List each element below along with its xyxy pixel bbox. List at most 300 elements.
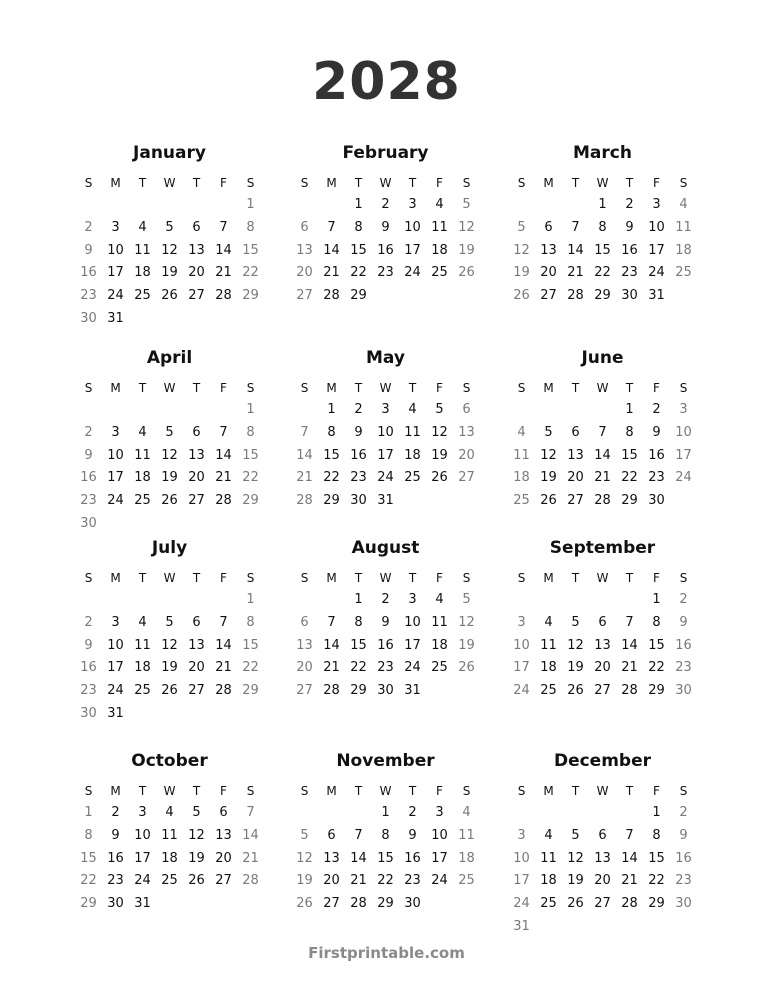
day-cell: 5 [517, 219, 526, 235]
day-cell: 13 [215, 827, 232, 843]
day-cell: 22 [242, 265, 259, 281]
day-cell: 28 [350, 896, 367, 912]
day-cell: 18 [431, 637, 448, 653]
weekday-label: T [138, 381, 147, 395]
day-cell: 4 [408, 402, 417, 417]
day-cell: 11 [458, 827, 475, 843]
day-cell: 24 [134, 873, 151, 889]
day-cell: 10 [513, 850, 530, 866]
day-cell: 24 [404, 660, 421, 676]
day-cell: 26 [567, 683, 584, 699]
day-cell: 22 [80, 873, 97, 889]
weekday-label: S [84, 381, 93, 395]
weekday-label: S [246, 381, 255, 395]
day-cell: 17 [648, 242, 665, 258]
day-cell: 21 [242, 850, 259, 866]
day-cell: 24 [377, 470, 394, 486]
weekday-label: T [408, 176, 417, 190]
day-cell: 30 [80, 706, 97, 721]
day-cell: 9 [652, 424, 661, 440]
day-cell: 14 [323, 637, 340, 653]
weekday-label: M [326, 381, 337, 395]
day-cell: 2 [652, 402, 661, 417]
weekday-label: M [326, 571, 337, 585]
day-cell: 3 [381, 402, 390, 417]
day-cell: 23 [621, 265, 638, 281]
day-cell: 14 [621, 637, 638, 653]
day-cell: 26 [567, 896, 584, 912]
day-cell: 28 [567, 288, 584, 304]
day-cell: 12 [458, 219, 475, 235]
month-title: July [151, 538, 188, 558]
day-cell: 10 [404, 219, 421, 235]
day-cell: 20 [296, 660, 313, 676]
day-cell: 6 [462, 402, 471, 417]
day-cell: 20 [567, 470, 584, 486]
day-cell: 12 [567, 850, 584, 866]
weekday-label: T [625, 176, 634, 190]
day-cell: 26 [296, 896, 313, 912]
day-cell: 15 [350, 242, 367, 258]
day-cell: 2 [625, 197, 634, 212]
weekday-label: F [436, 381, 443, 395]
day-cell: 27 [458, 470, 475, 486]
day-cell: 29 [242, 683, 259, 699]
day-cell: 17 [404, 242, 421, 258]
day-cell: 30 [80, 516, 97, 531]
day-cell: 7 [625, 614, 634, 630]
day-cell: 18 [134, 265, 151, 281]
day-cell: 12 [458, 614, 475, 630]
day-cell: 4 [517, 424, 526, 440]
day-cell: 29 [323, 493, 340, 509]
day-cell: 15 [648, 850, 665, 866]
day-cell: 10 [675, 424, 692, 440]
day-cell: 11 [134, 447, 151, 463]
day-cell: 26 [161, 288, 178, 304]
day-cell: 1 [354, 197, 363, 212]
day-cell: 18 [458, 850, 475, 866]
day-cell: 18 [134, 470, 151, 486]
day-cell: 28 [594, 493, 611, 509]
month-title: October [131, 751, 208, 771]
day-cell: 17 [404, 637, 421, 653]
day-cell: 19 [431, 447, 448, 463]
day-cell: 21 [215, 470, 232, 486]
day-cell: 2 [84, 219, 93, 235]
day-cell: 7 [327, 614, 336, 630]
day-cell: 26 [458, 660, 475, 676]
weekday-label: S [517, 571, 526, 585]
day-cell: 10 [134, 827, 151, 843]
day-cell: 17 [431, 850, 448, 866]
day-cell: 25 [431, 265, 448, 281]
day-cell: 23 [350, 470, 367, 486]
day-cell: 23 [675, 873, 692, 889]
day-cell: 15 [80, 850, 97, 866]
weekday-label: T [138, 784, 147, 798]
day-cell: 14 [621, 850, 638, 866]
weekday-label: W [596, 784, 609, 798]
day-cell: 25 [134, 683, 151, 699]
day-cell: 12 [513, 242, 530, 258]
weekday-label: W [163, 381, 176, 395]
day-cell: 31 [377, 493, 394, 509]
weekday-label: S [300, 571, 309, 585]
day-cell: 5 [571, 827, 580, 843]
day-cell: 21 [215, 660, 232, 676]
day-cell: 27 [188, 493, 205, 509]
day-cell: 18 [513, 470, 530, 486]
day-cell: 24 [404, 265, 421, 281]
day-cell: 29 [621, 493, 638, 509]
day-cell: 17 [513, 660, 530, 676]
day-cell: 15 [242, 447, 259, 463]
day-cell: 4 [138, 614, 147, 630]
day-cell: 30 [675, 683, 692, 699]
day-cell: 5 [571, 614, 580, 630]
day-cell: 12 [161, 637, 178, 653]
day-cell: 24 [107, 493, 124, 509]
day-cell: 20 [188, 660, 205, 676]
day-cell: 13 [188, 447, 205, 463]
weekday-label: M [110, 571, 121, 585]
day-cell: 26 [540, 493, 557, 509]
day-cell: 30 [377, 683, 394, 699]
day-cell: 11 [134, 242, 151, 258]
day-cell: 6 [598, 827, 607, 843]
day-cell: 8 [381, 827, 390, 843]
weekday-label: F [653, 381, 660, 395]
weekday-label: S [517, 784, 526, 798]
weekday-label: M [326, 176, 337, 190]
day-cell: 19 [458, 242, 475, 258]
day-cell: 30 [675, 896, 692, 912]
day-cell: 1 [652, 805, 661, 820]
weekday-label: T [354, 784, 363, 798]
weekday-label: T [354, 381, 363, 395]
day-cell: 16 [80, 470, 97, 486]
weekday-label: W [596, 571, 609, 585]
day-cell: 16 [675, 637, 692, 653]
day-cell: 3 [435, 805, 444, 820]
day-cell: 15 [621, 447, 638, 463]
day-cell: 18 [540, 873, 557, 889]
day-cell: 7 [219, 424, 228, 440]
month-title: February [342, 143, 429, 163]
day-cell: 11 [675, 219, 692, 235]
day-cell: 12 [161, 447, 178, 463]
day-cell: 28 [242, 873, 259, 889]
day-cell: 22 [648, 660, 665, 676]
day-cell: 18 [675, 242, 692, 258]
weekday-label: T [571, 571, 580, 585]
day-cell: 21 [621, 873, 638, 889]
weekday-label: S [300, 176, 309, 190]
day-cell: 28 [323, 683, 340, 699]
day-cell: 9 [381, 614, 390, 630]
day-cell: 24 [675, 470, 692, 486]
day-cell: 1 [381, 805, 390, 820]
month-title: April [146, 348, 193, 368]
day-cell: 9 [679, 614, 688, 630]
day-cell: 24 [431, 873, 448, 889]
day-cell: 23 [80, 683, 97, 699]
day-cell: 30 [404, 896, 421, 912]
day-cell: 28 [323, 288, 340, 304]
day-cell: 18 [431, 242, 448, 258]
day-cell: 27 [296, 683, 313, 699]
day-cell: 13 [296, 242, 313, 258]
day-cell: 4 [165, 805, 174, 820]
month-title: June [581, 348, 624, 368]
day-cell: 5 [165, 219, 174, 235]
day-cell: 31 [513, 919, 530, 934]
day-cell: 15 [323, 447, 340, 463]
weekday-label: T [408, 571, 417, 585]
day-cell: 31 [107, 311, 124, 326]
day-cell: 2 [679, 805, 688, 820]
weekday-label: T [192, 176, 201, 190]
weekday-label: M [110, 381, 121, 395]
month-title: November [336, 751, 435, 771]
day-cell: 8 [246, 614, 255, 630]
day-cell: 29 [350, 288, 367, 304]
day-cell: 6 [192, 219, 201, 235]
day-cell: 11 [134, 637, 151, 653]
month-title: May [366, 348, 405, 368]
day-cell: 26 [458, 265, 475, 281]
day-cell: 23 [377, 660, 394, 676]
day-cell: 8 [598, 219, 607, 235]
weekday-label: F [436, 176, 443, 190]
day-cell: 20 [594, 660, 611, 676]
weekday-label: F [436, 784, 443, 798]
weekday-label: F [653, 784, 660, 798]
weekday-label: T [408, 784, 417, 798]
day-cell: 5 [165, 424, 174, 440]
day-cell: 16 [675, 850, 692, 866]
weekday-label: T [571, 381, 580, 395]
day-cell: 21 [567, 265, 584, 281]
day-cell: 17 [107, 265, 124, 281]
day-cell: 1 [84, 805, 93, 820]
day-cell: 1 [246, 592, 255, 607]
day-cell: 22 [242, 470, 259, 486]
day-cell: 7 [598, 424, 607, 440]
day-cell: 28 [296, 493, 313, 509]
day-cell: 11 [513, 447, 530, 463]
day-cell: 10 [377, 424, 394, 440]
day-cell: 11 [161, 827, 178, 843]
day-cell: 14 [567, 242, 584, 258]
weekday-label: W [163, 784, 176, 798]
day-cell: 5 [544, 424, 553, 440]
day-cell: 2 [84, 614, 93, 630]
day-cell: 1 [598, 197, 607, 212]
day-cell: 11 [431, 219, 448, 235]
weekday-label: S [679, 571, 688, 585]
day-cell: 13 [188, 242, 205, 258]
day-cell: 26 [188, 873, 205, 889]
day-cell: 31 [404, 683, 421, 699]
weekday-label: S [462, 176, 471, 190]
day-cell: 24 [513, 896, 530, 912]
weekday-label: T [408, 381, 417, 395]
day-cell: 27 [540, 288, 557, 304]
day-cell: 25 [513, 493, 530, 509]
day-cell: 5 [435, 402, 444, 417]
day-cell: 30 [621, 288, 638, 304]
weekday-label: T [625, 381, 634, 395]
weekday-label: S [246, 571, 255, 585]
day-cell: 7 [300, 424, 309, 440]
day-cell: 6 [192, 424, 201, 440]
day-cell: 27 [323, 896, 340, 912]
day-cell: 8 [652, 614, 661, 630]
day-cell: 23 [377, 265, 394, 281]
day-cell: 10 [107, 447, 124, 463]
weekday-label: S [517, 381, 526, 395]
day-cell: 5 [165, 614, 174, 630]
day-cell: 20 [458, 447, 475, 463]
day-cell: 25 [161, 873, 178, 889]
day-cell: 3 [517, 614, 526, 630]
day-cell: 16 [621, 242, 638, 258]
day-cell: 14 [215, 447, 232, 463]
day-cell: 25 [458, 873, 475, 889]
day-cell: 25 [134, 288, 151, 304]
day-cell: 30 [80, 311, 97, 326]
month-title: March [573, 143, 632, 163]
day-cell: 4 [679, 197, 688, 212]
day-cell: 9 [381, 219, 390, 235]
day-cell: 14 [350, 850, 367, 866]
day-cell: 7 [327, 219, 336, 235]
weekday-label: M [110, 176, 121, 190]
day-cell: 27 [296, 288, 313, 304]
weekday-label: S [679, 176, 688, 190]
day-cell: 24 [513, 683, 530, 699]
day-cell: 3 [111, 424, 120, 440]
day-cell: 31 [648, 288, 665, 304]
day-cell: 16 [350, 447, 367, 463]
day-cell: 18 [134, 660, 151, 676]
weekday-label: W [596, 381, 609, 395]
weekday-label: W [163, 176, 176, 190]
day-cell: 7 [354, 827, 363, 843]
day-cell: 22 [350, 660, 367, 676]
day-cell: 12 [296, 850, 313, 866]
day-cell: 8 [246, 219, 255, 235]
weekday-label: S [679, 381, 688, 395]
day-cell: 21 [215, 265, 232, 281]
day-cell: 17 [134, 850, 151, 866]
day-cell: 16 [80, 660, 97, 676]
month-title: August [351, 538, 420, 558]
day-cell: 27 [594, 683, 611, 699]
weekday-label: T [138, 571, 147, 585]
weekday-label: M [543, 176, 554, 190]
day-cell: 29 [377, 896, 394, 912]
day-cell: 29 [242, 288, 259, 304]
day-cell: 20 [323, 873, 340, 889]
day-cell: 8 [625, 424, 634, 440]
weekday-label: T [625, 571, 634, 585]
day-cell: 30 [350, 493, 367, 509]
day-cell: 11 [431, 614, 448, 630]
day-cell: 6 [192, 614, 201, 630]
day-cell: 29 [648, 896, 665, 912]
day-cell: 26 [513, 288, 530, 304]
day-cell: 30 [107, 896, 124, 912]
weekday-label: F [653, 176, 660, 190]
day-cell: 25 [431, 660, 448, 676]
day-cell: 27 [215, 873, 232, 889]
day-cell: 22 [323, 470, 340, 486]
day-cell: 10 [107, 637, 124, 653]
day-cell: 6 [300, 219, 309, 235]
weekday-label: W [379, 176, 392, 190]
day-cell: 2 [381, 592, 390, 607]
day-cell: 1 [354, 592, 363, 607]
day-cell: 9 [408, 827, 417, 843]
day-cell: 6 [300, 614, 309, 630]
weekday-label: M [543, 381, 554, 395]
day-cell: 1 [327, 402, 336, 417]
weekday-label: T [192, 571, 201, 585]
weekday-label: S [84, 784, 93, 798]
day-cell: 4 [462, 805, 471, 820]
day-cell: 11 [540, 637, 557, 653]
day-cell: 10 [513, 637, 530, 653]
day-cell: 7 [625, 827, 634, 843]
day-cell: 23 [80, 288, 97, 304]
day-cell: 13 [188, 637, 205, 653]
day-cell: 10 [648, 219, 665, 235]
day-cell: 15 [377, 850, 394, 866]
day-cell: 7 [219, 219, 228, 235]
weekday-label: W [379, 784, 392, 798]
day-cell: 13 [458, 424, 475, 440]
weekday-label: S [517, 176, 526, 190]
day-cell: 15 [648, 637, 665, 653]
day-cell: 29 [594, 288, 611, 304]
weekday-label: F [436, 571, 443, 585]
weekday-label: F [220, 784, 227, 798]
weekday-label: W [596, 176, 609, 190]
day-cell: 28 [215, 493, 232, 509]
day-cell: 17 [377, 447, 394, 463]
day-cell: 31 [134, 896, 151, 912]
day-cell: 27 [188, 683, 205, 699]
weekday-label: T [354, 176, 363, 190]
day-cell: 17 [107, 470, 124, 486]
day-cell: 28 [621, 683, 638, 699]
day-cell: 2 [679, 592, 688, 607]
day-cell: 16 [648, 447, 665, 463]
day-cell: 4 [544, 827, 553, 843]
day-cell: 19 [161, 265, 178, 281]
day-cell: 23 [80, 493, 97, 509]
day-cell: 30 [648, 493, 665, 509]
day-cell: 15 [594, 242, 611, 258]
day-cell: 13 [540, 242, 557, 258]
day-cell: 23 [675, 660, 692, 676]
day-cell: 24 [107, 683, 124, 699]
day-cell: 2 [111, 805, 120, 820]
day-cell: 13 [594, 850, 611, 866]
